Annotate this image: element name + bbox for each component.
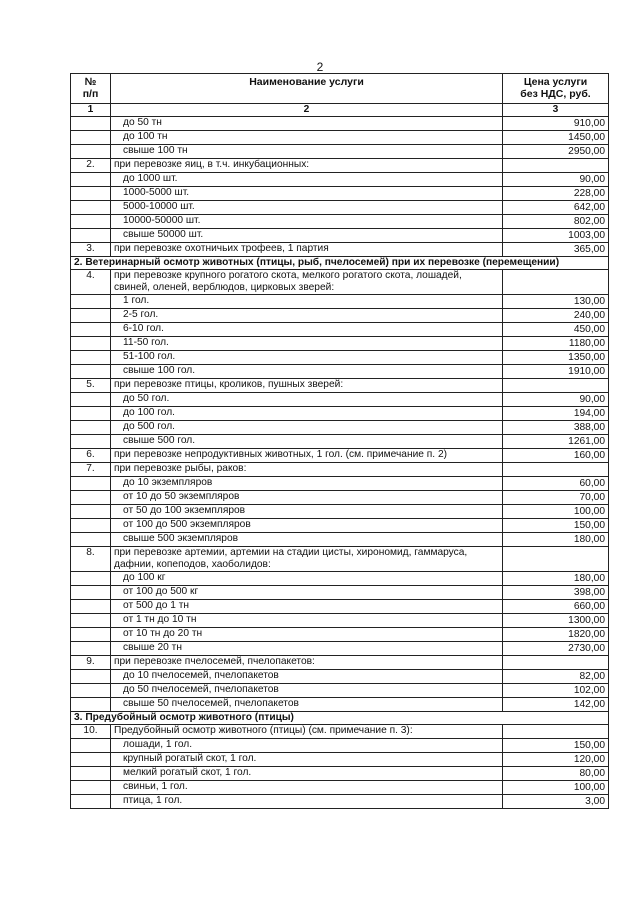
- row-number: [71, 684, 111, 698]
- row-number: 6.: [71, 449, 111, 463]
- row-number: [71, 781, 111, 795]
- row-number: [71, 572, 111, 586]
- service-price: 910,00: [503, 117, 609, 131]
- table-row: [71, 477, 609, 491]
- service-price: 90,00: [503, 393, 609, 407]
- row-number: 5.: [71, 379, 111, 393]
- header-number: № п/п: [71, 74, 111, 104]
- service-price: 150,00: [503, 739, 609, 753]
- row-number: [71, 145, 111, 159]
- header-price: Цена услуги без НДС, руб.: [503, 74, 609, 104]
- table-row: [71, 173, 609, 187]
- service-name: 2-5 гол.: [111, 309, 503, 323]
- table-row: [71, 684, 609, 698]
- table-row: [71, 145, 609, 159]
- row-number: [71, 753, 111, 767]
- service-name: до 50 пчелосемей, пчелопакетов: [111, 684, 503, 698]
- row-number: [71, 229, 111, 243]
- table-row: [71, 739, 609, 753]
- row-number: [71, 642, 111, 656]
- service-price: [503, 379, 609, 393]
- service-name: при перевозке охотничьих трофеев, 1 партия: [111, 243, 503, 257]
- table-row: [71, 229, 609, 243]
- row-number: [71, 131, 111, 145]
- row-number: 2.: [71, 159, 111, 173]
- service-price: 365,00: [503, 243, 609, 257]
- table-row: [71, 421, 609, 435]
- table-row: [71, 600, 609, 614]
- column-numbers-row: [71, 104, 609, 117]
- service-name: свыше 500 гол.: [111, 435, 503, 449]
- row-number: [71, 614, 111, 628]
- service-price: 2730,00: [503, 642, 609, 656]
- table-row: [71, 449, 609, 463]
- service-name: свыше 20 тн: [111, 642, 503, 656]
- row-number: 3.: [71, 243, 111, 257]
- service-price: 1910,00: [503, 365, 609, 379]
- row-number: [71, 533, 111, 547]
- table-row: [71, 795, 609, 809]
- service-name: до 50 гол.: [111, 393, 503, 407]
- table-row: [71, 491, 609, 505]
- table-row: [71, 656, 609, 670]
- row-number: [71, 407, 111, 421]
- row-number: [71, 767, 111, 781]
- row-number: [71, 323, 111, 337]
- table-row: [71, 270, 609, 295]
- service-name: до 10 пчелосемей, пчелопакетов: [111, 670, 503, 684]
- service-price: [503, 656, 609, 670]
- price-table: [70, 73, 609, 809]
- row-number: [71, 201, 111, 215]
- row-number: [71, 187, 111, 201]
- table-row: [71, 586, 609, 600]
- table-row: [71, 435, 609, 449]
- service-name: 51-100 гол.: [111, 351, 503, 365]
- service-price: 70,00: [503, 491, 609, 505]
- service-name: 11-50 гол.: [111, 337, 503, 351]
- service-price: 82,00: [503, 670, 609, 684]
- row-number: [71, 295, 111, 309]
- service-price: [503, 159, 609, 173]
- service-price: [503, 270, 609, 295]
- row-number: [71, 670, 111, 684]
- table-row: [71, 365, 609, 379]
- page-number: 2: [316, 60, 324, 74]
- section-heading-row: [71, 712, 609, 725]
- table-row: [71, 243, 609, 257]
- table-header-row: [71, 74, 609, 104]
- service-price: [503, 463, 609, 477]
- service-name: свыше 100 гол.: [111, 365, 503, 379]
- service-name: свыше 50 пчелосемей, пчелопакетов: [111, 698, 503, 712]
- table-row: [71, 201, 609, 215]
- service-price: 3,00: [503, 795, 609, 809]
- service-name: при перевозке рыбы, раков:: [111, 463, 503, 477]
- table-row: [71, 505, 609, 519]
- service-name: от 100 до 500 кг: [111, 586, 503, 600]
- row-number: [71, 215, 111, 229]
- service-price: 80,00: [503, 767, 609, 781]
- service-name: свыше 100 тн: [111, 145, 503, 159]
- service-price: 160,00: [503, 449, 609, 463]
- section-heading: 2. Ветеринарный осмотр животных (птицы, рыб, пчелосемей) при их перевозке (перемещении): [71, 257, 609, 270]
- row-number: 10.: [71, 725, 111, 739]
- service-name: при перевозке артемии, артемии на стадии цисты, хирономид, гаммаруса, дафнии, копеподов, хаоболидов:: [111, 547, 503, 572]
- row-number: [71, 173, 111, 187]
- service-price: 2950,00: [503, 145, 609, 159]
- service-name: до 100 тн: [111, 131, 503, 145]
- service-name: 5000-10000 шт.: [111, 201, 503, 215]
- row-number: [71, 586, 111, 600]
- table-row: [71, 159, 609, 173]
- service-name: лошади, 1 гол.: [111, 739, 503, 753]
- service-price: 90,00: [503, 173, 609, 187]
- service-name: до 1000 шт.: [111, 173, 503, 187]
- service-price: 100,00: [503, 505, 609, 519]
- section-heading-row: [71, 257, 609, 270]
- service-name: при перевозке яиц, в т.ч. инкубационных:: [111, 159, 503, 173]
- table-row: [71, 614, 609, 628]
- service-price: 1003,00: [503, 229, 609, 243]
- service-price: 60,00: [503, 477, 609, 491]
- row-number: [71, 337, 111, 351]
- service-price: 398,00: [503, 586, 609, 600]
- service-name: свиньи, 1 гол.: [111, 781, 503, 795]
- service-name: 1000-5000 шт.: [111, 187, 503, 201]
- service-price: [503, 725, 609, 739]
- service-name: 1 гол.: [111, 295, 503, 309]
- table-row: [71, 309, 609, 323]
- row-number: [71, 351, 111, 365]
- service-name: до 500 гол.: [111, 421, 503, 435]
- header-service-name: Наименование услуги: [111, 74, 503, 104]
- table-row: [71, 187, 609, 201]
- table-row: [71, 725, 609, 739]
- service-price: 228,00: [503, 187, 609, 201]
- service-price: 180,00: [503, 533, 609, 547]
- service-name: при перевозке птицы, кроликов, пушных зверей:: [111, 379, 503, 393]
- service-price: 240,00: [503, 309, 609, 323]
- service-name: при перевозке крупного рогатого скота, мелкого рогатого скота, лошадей, свиней, оленей, верблюдов, цирковых зверей:: [111, 270, 503, 295]
- service-price: 180,00: [503, 572, 609, 586]
- service-name: при перевозке пчелосемей, пчелопакетов:: [111, 656, 503, 670]
- row-number: [71, 477, 111, 491]
- row-number: 8.: [71, 547, 111, 572]
- service-name: от 10 тн до 20 тн: [111, 628, 503, 642]
- service-price: 1180,00: [503, 337, 609, 351]
- row-number: [71, 491, 111, 505]
- row-number: [71, 698, 111, 712]
- service-name: до 50 тн: [111, 117, 503, 131]
- table-row: [71, 393, 609, 407]
- service-name: при перевозке непродуктивных животных, 1 гол. (см. примечание п. 2): [111, 449, 503, 463]
- service-price: 120,00: [503, 753, 609, 767]
- row-number: [71, 365, 111, 379]
- service-price: 100,00: [503, 781, 609, 795]
- table-row: [71, 295, 609, 309]
- table-row: [71, 781, 609, 795]
- service-name: свыше 500 экземпляров: [111, 533, 503, 547]
- service-price: [503, 547, 609, 572]
- service-name: от 50 до 100 экземпляров: [111, 505, 503, 519]
- table-row: [71, 379, 609, 393]
- row-number: [71, 393, 111, 407]
- table-row: [71, 670, 609, 684]
- service-name: Предубойный осмотр животного (птицы) (см. примечание п. 3):: [111, 725, 503, 739]
- table-row: [71, 131, 609, 145]
- table-row: [71, 698, 609, 712]
- service-name: птица, 1 гол.: [111, 795, 503, 809]
- column-number: 3: [503, 104, 609, 117]
- row-number: [71, 421, 111, 435]
- table-row: [71, 215, 609, 229]
- table-row: [71, 351, 609, 365]
- service-price: 102,00: [503, 684, 609, 698]
- table-row: [71, 337, 609, 351]
- table-row: [71, 533, 609, 547]
- row-number: [71, 117, 111, 131]
- table-row: [71, 117, 609, 131]
- service-name: от 500 до 1 тн: [111, 600, 503, 614]
- row-number: 9.: [71, 656, 111, 670]
- table-row: [71, 323, 609, 337]
- column-number: 2: [111, 104, 503, 117]
- service-name: до 100 гол.: [111, 407, 503, 421]
- table-row: [71, 767, 609, 781]
- table-row: [71, 572, 609, 586]
- service-price: 642,00: [503, 201, 609, 215]
- service-price: 142,00: [503, 698, 609, 712]
- row-number: [71, 519, 111, 533]
- row-number: [71, 505, 111, 519]
- service-name: 6-10 гол.: [111, 323, 503, 337]
- service-price: 194,00: [503, 407, 609, 421]
- service-name: 10000-50000 шт.: [111, 215, 503, 229]
- service-price: 150,00: [503, 519, 609, 533]
- service-price: 1450,00: [503, 131, 609, 145]
- service-name: до 10 экземпляров: [111, 477, 503, 491]
- service-name: от 10 до 50 экземпляров: [111, 491, 503, 505]
- table-row: [71, 628, 609, 642]
- table-row: [71, 547, 609, 572]
- service-price: 1300,00: [503, 614, 609, 628]
- service-price: 1350,00: [503, 351, 609, 365]
- row-number: [71, 739, 111, 753]
- service-price: 660,00: [503, 600, 609, 614]
- row-number: [71, 628, 111, 642]
- row-number: [71, 309, 111, 323]
- service-name: от 100 до 500 экземпляров: [111, 519, 503, 533]
- row-number: 4.: [71, 270, 111, 295]
- row-number: 7.: [71, 463, 111, 477]
- section-heading: 3. Предубойный осмотр животного (птицы): [71, 712, 609, 725]
- service-price: 388,00: [503, 421, 609, 435]
- service-name: от 1 тн до 10 тн: [111, 614, 503, 628]
- service-name: крупный рогатый скот, 1 гол.: [111, 753, 503, 767]
- service-price: 1820,00: [503, 628, 609, 642]
- service-price: 1261,00: [503, 435, 609, 449]
- service-price: 130,00: [503, 295, 609, 309]
- service-name: мелкий рогатый скот, 1 гол.: [111, 767, 503, 781]
- table-row: [71, 642, 609, 656]
- table-row: [71, 753, 609, 767]
- row-number: [71, 795, 111, 809]
- column-number: 1: [71, 104, 111, 117]
- table-row: [71, 407, 609, 421]
- service-price: 450,00: [503, 323, 609, 337]
- row-number: [71, 600, 111, 614]
- service-price: 802,00: [503, 215, 609, 229]
- service-name: до 100 кг: [111, 572, 503, 586]
- service-name: свыше 50000 шт.: [111, 229, 503, 243]
- table-row: [71, 519, 609, 533]
- table-row: [71, 463, 609, 477]
- row-number: [71, 435, 111, 449]
